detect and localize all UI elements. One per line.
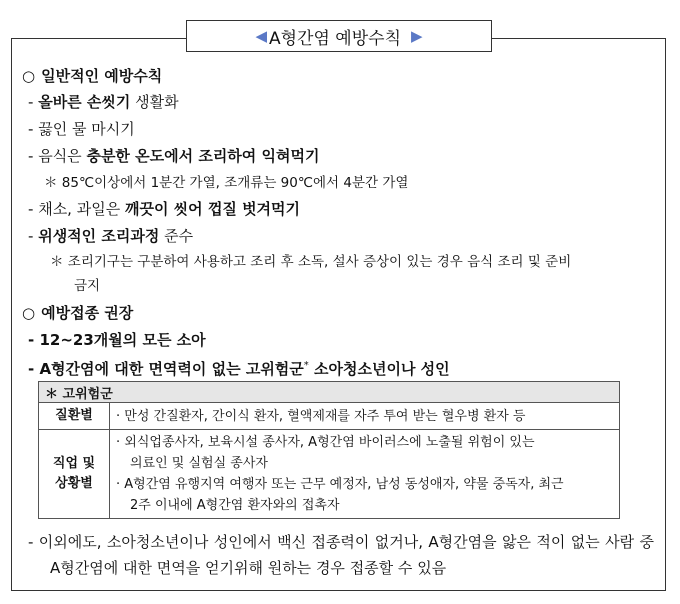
item-bold: 올바른 손씻기 xyxy=(38,93,131,111)
item-text: 생활화 xyxy=(130,93,179,111)
dash: - xyxy=(28,93,34,111)
row-text-line: · A형간염 유행지역 여행자 또는 근무 예정자, 남성 동성애자, 약물 중독자, 최근 xyxy=(116,477,564,492)
item-bold: 깨끗이 씻어 껍질 벗겨먹기 xyxy=(124,200,301,218)
dash: - xyxy=(28,227,34,245)
list-item xyxy=(28,226,193,246)
footer-text-cont: A형간염에 대한 면역을 얻기위해 원하는 경우 접종할 수 있음 xyxy=(50,559,447,577)
item-text: 채소, 과일은 xyxy=(38,200,125,218)
dash: - xyxy=(28,120,34,138)
vaccination-item-children: - 12~23개월의 모든 소아 xyxy=(28,331,206,349)
list-item xyxy=(28,199,300,219)
table-row xyxy=(39,403,620,430)
list-item xyxy=(28,146,319,166)
section-heading-text: 예방접종 권장 xyxy=(41,304,134,322)
table-header: ＊ 고위험군 xyxy=(39,382,620,403)
row-label-disease: 질환별 xyxy=(39,403,110,430)
footnote-mark: * xyxy=(303,360,309,371)
row-label-line: 직업 및 xyxy=(52,456,96,471)
row-label-line: 상황별 xyxy=(55,476,93,491)
note-tools: ＊ 조리기구는 구분하여 사용하고 조리 후 소독, 설사 증상이 있는 경우 음식 조리 및 준비 xyxy=(50,254,572,270)
row-text-line: 의료인 및 실험실 종사자 xyxy=(130,456,268,471)
row-text-line: 2주 이내에 A형간염 환자와의 접촉자 xyxy=(130,498,340,513)
section-vaccination-heading xyxy=(22,303,133,323)
item-bold: 소아청소년이나 성인 xyxy=(308,360,450,378)
circle-bullet-icon: ○ xyxy=(22,67,36,85)
high-risk-table xyxy=(38,381,620,519)
note-temperature: ＊ 85℃이상에서 1분간 가열, 조개류는 90℃에서 4분간 가열 xyxy=(44,175,409,191)
item-bold: - A형간염에 대한 면역력이 없는 고위험군 xyxy=(28,360,304,378)
row-label-occupation xyxy=(39,430,110,519)
list-item xyxy=(28,92,179,112)
title-box xyxy=(186,20,492,52)
item-text: 준수 xyxy=(159,227,194,245)
item-bold: 위생적인 조리과정 xyxy=(38,227,160,245)
row-text-line: · 외식업종사자, 보육시설 종사자, A형간염 바이러스에 노출될 위험이 있는 xyxy=(116,435,535,450)
table-header-row xyxy=(39,382,620,403)
footer-text: - 이외에도, 소아청소년이나 성인에서 백신 접종력이 없거나, A형간염을 앓은 적이 없는 사람 중 xyxy=(28,533,654,551)
circle-bullet-icon: ○ xyxy=(22,304,36,322)
item-bold: 충분한 온도에서 조리하여 익혀먹기 xyxy=(86,147,320,165)
section-heading-text: 일반적인 예방수칙 xyxy=(41,67,163,85)
row-text-occupation xyxy=(110,430,620,519)
page-title: A형간염 예방수칙 xyxy=(269,28,401,49)
dash: - xyxy=(28,147,34,165)
dash: - xyxy=(28,200,34,218)
triangle-right-icon: ▶ xyxy=(411,27,423,45)
table-row xyxy=(39,430,620,519)
row-text-disease: · 만성 간질환자, 간이식 환자, 혈액제재를 자주 투여 받는 혈우병 환자 등 xyxy=(110,403,620,430)
note-tools-cont: 금지 xyxy=(74,278,101,294)
item-text: 끓인 물 마시기 xyxy=(38,120,135,138)
section-general-heading xyxy=(22,66,162,86)
list-item xyxy=(28,119,135,139)
item-text: 음식은 xyxy=(38,147,87,165)
triangle-left-icon: ◀ xyxy=(255,27,267,45)
vaccination-item-adults xyxy=(28,356,450,379)
